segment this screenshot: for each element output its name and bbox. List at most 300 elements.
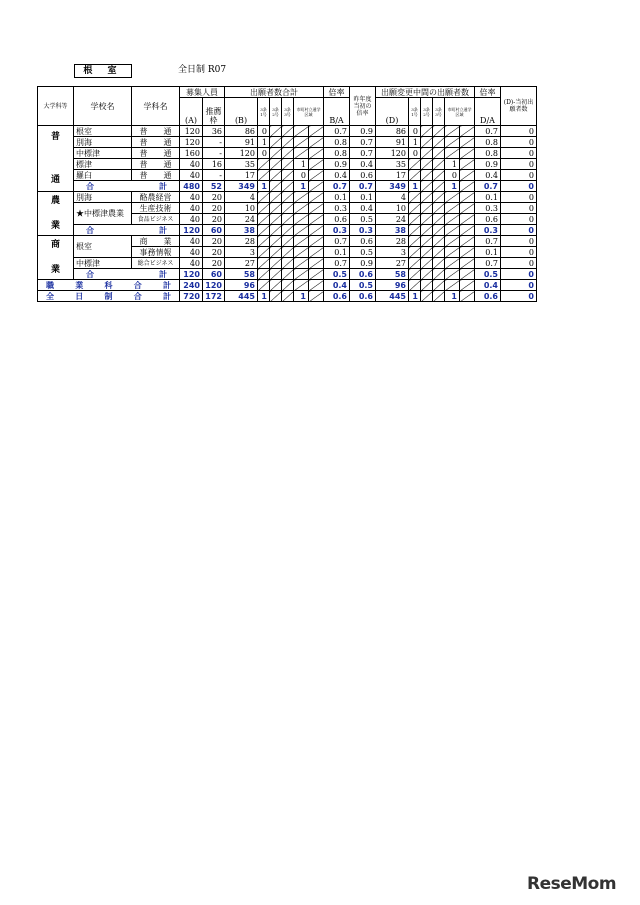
cell-empty xyxy=(282,258,294,269)
header-row-1 xyxy=(38,87,537,98)
cell-empty xyxy=(282,269,294,280)
department-name: 普 通 xyxy=(132,137,180,148)
cell-ba: 0.6 xyxy=(324,291,350,302)
cell-diff: 0 xyxy=(501,247,537,258)
cell-empty xyxy=(309,137,324,148)
cell-empty xyxy=(309,258,324,269)
cell-d: 35 xyxy=(376,159,409,170)
cell-a: 40 xyxy=(180,258,203,269)
col-category: 大学科等 xyxy=(38,87,74,126)
table-row xyxy=(38,170,537,181)
cell-empty xyxy=(258,247,270,258)
cell-diff: 0 xyxy=(501,192,537,203)
cell-empty xyxy=(460,126,475,137)
cell-empty xyxy=(433,258,445,269)
col-recruit: 募集人員 xyxy=(180,87,225,98)
cell-empty xyxy=(445,258,460,269)
cell-ba: 0.8 xyxy=(324,137,350,148)
cell-suisen: 60 xyxy=(203,225,225,236)
cell-empty xyxy=(282,181,294,192)
cell-last-year: 0.7 xyxy=(350,181,376,192)
school-name: 標津 xyxy=(74,159,132,170)
cell-empty xyxy=(309,291,324,302)
cell-art3: 1 xyxy=(294,291,309,302)
col-b: (B) xyxy=(225,98,258,126)
cell-a: 40 xyxy=(180,214,203,225)
col-department: 学科名 xyxy=(132,87,180,126)
department-name: 普 通 xyxy=(132,159,180,170)
cell-last-year: 0.4 xyxy=(350,203,376,214)
cell-empty xyxy=(460,159,475,170)
cell-empty xyxy=(282,170,294,181)
department-name: 酪農経営 xyxy=(132,192,180,203)
vocational-total-row xyxy=(38,280,537,291)
cell-a: 160 xyxy=(180,148,203,159)
cell-ba: 0.7 xyxy=(324,258,350,269)
col-municipal: 市町村立通学区域 xyxy=(294,98,324,126)
cell-empty xyxy=(433,148,445,159)
cell-da: 0.6 xyxy=(475,291,501,302)
cell-b: 3 xyxy=(225,247,258,258)
school-name: 中標津 xyxy=(74,148,132,159)
cell-d: 120 xyxy=(376,148,409,159)
cell-empty xyxy=(282,247,294,258)
cell-ba: 0.9 xyxy=(324,159,350,170)
cell-empty xyxy=(282,225,294,236)
cell-empty xyxy=(282,291,294,302)
cell-diff: 0 xyxy=(501,225,537,236)
cell-empty xyxy=(445,214,460,225)
cell-last-year: 0.9 xyxy=(350,258,376,269)
cell-d: 10 xyxy=(376,203,409,214)
cell-empty xyxy=(258,236,270,247)
cell-da: 0.8 xyxy=(475,148,501,159)
col-d-municipal: 市町村立通学区域 xyxy=(445,98,475,126)
cell-empty xyxy=(409,280,421,291)
cell-empty xyxy=(460,280,475,291)
cell-empty xyxy=(309,203,324,214)
school-name: ★中標津農業 xyxy=(74,203,132,225)
cell-d-art3: 1 xyxy=(445,159,460,170)
cell-empty xyxy=(421,137,433,148)
department-name: 食品ビジネス xyxy=(132,214,180,225)
cell-empty xyxy=(294,280,309,291)
cell-suisen: 172 xyxy=(203,291,225,302)
cell-empty xyxy=(421,291,433,302)
cell-empty xyxy=(270,148,282,159)
department-name: 商 業 xyxy=(132,236,180,247)
cell-empty xyxy=(433,126,445,137)
cell-empty xyxy=(309,181,324,192)
cell-empty xyxy=(309,148,324,159)
col-applicants-total: 出願者数合計 xyxy=(225,87,324,98)
cell-d: 17 xyxy=(376,170,409,181)
cell-empty xyxy=(270,192,282,203)
cell-ba: 0.1 xyxy=(324,192,350,203)
cell-empty xyxy=(409,225,421,236)
cell-empty xyxy=(258,214,270,225)
cell-empty xyxy=(409,203,421,214)
cell-empty xyxy=(282,148,294,159)
total-label: 合 計 xyxy=(74,225,180,236)
cell-diff: 0 xyxy=(501,159,537,170)
col-ratio2: 倍率 xyxy=(475,87,501,98)
cell-empty xyxy=(270,203,282,214)
cell-art1: 0 xyxy=(258,126,270,137)
cell-empty xyxy=(258,225,270,236)
cell-b: 445 xyxy=(225,291,258,302)
cell-empty xyxy=(270,181,282,192)
cell-da: 0.3 xyxy=(475,225,501,236)
cell-empty xyxy=(270,247,282,258)
cell-a: 480 xyxy=(180,181,203,192)
department-name: 普 通 xyxy=(132,148,180,159)
cell-suisen: 20 xyxy=(203,203,225,214)
cell-empty xyxy=(433,291,445,302)
cell-empty xyxy=(460,269,475,280)
applicants-table xyxy=(37,86,537,302)
cell-empty xyxy=(282,137,294,148)
cell-empty xyxy=(309,159,324,170)
cell-empty xyxy=(433,236,445,247)
cell-empty xyxy=(421,280,433,291)
school-name: 別海 xyxy=(74,137,132,148)
cell-empty xyxy=(294,148,309,159)
cell-empty xyxy=(460,291,475,302)
cell-diff: 0 xyxy=(501,181,537,192)
cell-a: 120 xyxy=(180,225,203,236)
cell-empty xyxy=(433,247,445,258)
col-school: 学校名 xyxy=(74,87,132,126)
col-ratio: 倍率 xyxy=(324,87,350,98)
cell-empty xyxy=(294,126,309,137)
cell-b: 349 xyxy=(225,181,258,192)
cell-empty xyxy=(270,126,282,137)
cell-empty xyxy=(433,280,445,291)
cell-diff: 0 xyxy=(501,291,537,302)
cell-empty xyxy=(309,214,324,225)
cell-d-art1: 0 xyxy=(409,126,421,137)
department-name: 生産技術 xyxy=(132,203,180,214)
cell-ba: 0.3 xyxy=(324,203,350,214)
applicants-table-container xyxy=(37,86,537,302)
cell-empty xyxy=(445,148,460,159)
cell-da: 0.1 xyxy=(475,192,501,203)
cell-da: 0.4 xyxy=(475,280,501,291)
cell-empty xyxy=(433,269,445,280)
cell-diff: 0 xyxy=(501,236,537,247)
cell-a: 40 xyxy=(180,203,203,214)
cell-empty xyxy=(309,236,324,247)
cell-empty xyxy=(421,258,433,269)
cell-empty xyxy=(421,159,433,170)
cell-empty xyxy=(433,225,445,236)
department-name: 事務情報 xyxy=(132,247,180,258)
cell-empty xyxy=(294,258,309,269)
cell-da: 0.7 xyxy=(475,181,501,192)
cell-empty xyxy=(421,170,433,181)
cell-a: 40 xyxy=(180,170,203,181)
cell-empty xyxy=(421,214,433,225)
cell-empty xyxy=(309,280,324,291)
cell-b: 58 xyxy=(225,269,258,280)
cell-last-year: 0.1 xyxy=(350,192,376,203)
cell-d-art1: 1 xyxy=(409,291,421,302)
cell-empty xyxy=(409,236,421,247)
cell-empty xyxy=(445,192,460,203)
cell-b: 28 xyxy=(225,236,258,247)
cell-a: 40 xyxy=(180,247,203,258)
cell-empty xyxy=(421,181,433,192)
cell-ba: 0.8 xyxy=(324,148,350,159)
cell-d-art1: 1 xyxy=(409,137,421,148)
cell-art1: 0 xyxy=(258,148,270,159)
cell-empty xyxy=(294,203,309,214)
cell-empty xyxy=(460,247,475,258)
cell-empty xyxy=(270,291,282,302)
cell-empty xyxy=(445,236,460,247)
cell-empty xyxy=(258,203,270,214)
cell-empty xyxy=(421,148,433,159)
cell-diff: 0 xyxy=(501,170,537,181)
cell-b: 38 xyxy=(225,225,258,236)
cell-empty xyxy=(282,192,294,203)
col-last-year: 昨年度当初の倍率 xyxy=(350,87,376,126)
cell-diff: 0 xyxy=(501,148,537,159)
cell-empty xyxy=(270,225,282,236)
cell-last-year: 0.7 xyxy=(350,137,376,148)
cell-a: 40 xyxy=(180,236,203,247)
cell-d: 27 xyxy=(376,258,409,269)
col-art1: 3条1号 xyxy=(258,98,270,126)
cell-da: 0.7 xyxy=(475,236,501,247)
grand-total-row xyxy=(38,291,537,302)
cell-suisen: - xyxy=(203,148,225,159)
cell-diff: 0 xyxy=(501,258,537,269)
total-label: 職 業 科 合 計 xyxy=(38,280,180,291)
cell-da: 0.6 xyxy=(475,214,501,225)
cell-last-year: 0.6 xyxy=(350,291,376,302)
col-interim: 出願変更中間の出願者数 xyxy=(376,87,475,98)
cell-empty xyxy=(433,192,445,203)
cell-d-art1: 1 xyxy=(409,181,421,192)
cell-diff: 0 xyxy=(501,214,537,225)
total-label: 合 計 xyxy=(74,269,180,280)
cell-empty xyxy=(309,126,324,137)
cell-last-year: 0.5 xyxy=(350,214,376,225)
cell-d-art3: 1 xyxy=(445,291,460,302)
school-name: 羅臼 xyxy=(74,170,132,181)
table-row xyxy=(38,236,537,247)
table-row xyxy=(38,203,537,214)
cell-empty xyxy=(433,214,445,225)
cell-ba: 0.1 xyxy=(324,247,350,258)
cell-art1: 1 xyxy=(258,291,270,302)
agri-total-row xyxy=(38,225,537,236)
cell-last-year: 0.3 xyxy=(350,225,376,236)
comm-total-row xyxy=(38,269,537,280)
cell-empty xyxy=(258,280,270,291)
cell-empty xyxy=(258,170,270,181)
col-da: D/A xyxy=(475,98,501,126)
col-ba: B/A xyxy=(324,98,350,126)
cell-b: 120 xyxy=(225,148,258,159)
cell-a: 120 xyxy=(180,126,203,137)
cell-b: 27 xyxy=(225,258,258,269)
cell-d: 86 xyxy=(376,126,409,137)
cell-suisen: 20 xyxy=(203,236,225,247)
cell-empty xyxy=(421,203,433,214)
cell-empty xyxy=(460,225,475,236)
total-label: 全 日 制 合 計 xyxy=(38,291,180,302)
category-comm: 商 業 xyxy=(38,236,74,280)
cell-da: 0.7 xyxy=(475,126,501,137)
cell-diff: 0 xyxy=(501,269,537,280)
cell-empty xyxy=(445,280,460,291)
cell-empty xyxy=(460,181,475,192)
cell-last-year: 0.6 xyxy=(350,269,376,280)
cell-ba: 0.5 xyxy=(324,269,350,280)
cell-da: 0.1 xyxy=(475,247,501,258)
cell-b: 24 xyxy=(225,214,258,225)
cell-suisen: 52 xyxy=(203,181,225,192)
cell-ba: 0.6 xyxy=(324,214,350,225)
cell-empty xyxy=(460,214,475,225)
cell-empty xyxy=(421,126,433,137)
cell-last-year: 0.4 xyxy=(350,159,376,170)
cell-suisen: 60 xyxy=(203,269,225,280)
general-total-row xyxy=(38,181,537,192)
cell-empty xyxy=(445,203,460,214)
cell-suisen: 20 xyxy=(203,258,225,269)
cell-empty xyxy=(421,225,433,236)
col-d: (D) xyxy=(376,98,409,126)
table-row xyxy=(38,192,537,203)
cell-art1: 1 xyxy=(258,181,270,192)
cell-empty xyxy=(309,192,324,203)
cell-suisen: 20 xyxy=(203,214,225,225)
cell-a: 40 xyxy=(180,192,203,203)
cell-suisen: 120 xyxy=(203,280,225,291)
cell-b: 4 xyxy=(225,192,258,203)
table-row xyxy=(38,126,537,137)
cell-a: 120 xyxy=(180,269,203,280)
cell-diff: 0 xyxy=(501,126,537,137)
col-suisen: 推薦 枠 xyxy=(203,98,225,126)
cell-a: 720 xyxy=(180,291,203,302)
cell-b: 91 xyxy=(225,137,258,148)
department-name: 普 通 xyxy=(132,126,180,137)
cell-empty xyxy=(460,192,475,203)
category-agri: 農 業 xyxy=(38,192,74,236)
cell-empty xyxy=(294,236,309,247)
cell-da: 0.3 xyxy=(475,203,501,214)
cell-empty xyxy=(294,247,309,258)
cell-b: 10 xyxy=(225,203,258,214)
cell-empty xyxy=(421,192,433,203)
cell-empty xyxy=(460,137,475,148)
cell-empty xyxy=(258,258,270,269)
cell-empty xyxy=(460,236,475,247)
cell-empty xyxy=(282,214,294,225)
cell-d: 91 xyxy=(376,137,409,148)
col-d-art1: 3条1号 xyxy=(409,98,421,126)
department-name: 総合ビジネス xyxy=(132,258,180,269)
cell-diff: 0 xyxy=(501,137,537,148)
school-name: 根室 xyxy=(74,236,132,258)
cell-empty xyxy=(309,170,324,181)
cell-empty xyxy=(258,269,270,280)
cell-empty xyxy=(270,280,282,291)
cell-diff: 0 xyxy=(501,203,537,214)
cell-ba: 0.7 xyxy=(324,181,350,192)
cell-empty xyxy=(294,192,309,203)
cell-empty xyxy=(460,148,475,159)
cell-empty xyxy=(270,258,282,269)
cell-empty xyxy=(460,203,475,214)
cell-empty xyxy=(433,159,445,170)
col-art3: 3条3号 xyxy=(282,98,294,126)
cell-empty xyxy=(460,170,475,181)
table-row xyxy=(38,159,537,170)
cell-art3: 1 xyxy=(294,181,309,192)
cell-d: 38 xyxy=(376,225,409,236)
cell-d-art3: 1 xyxy=(445,181,460,192)
cell-ba: 0.7 xyxy=(324,236,350,247)
cell-art3: 0 xyxy=(294,170,309,181)
cell-empty xyxy=(445,126,460,137)
cell-empty xyxy=(409,170,421,181)
cell-suisen: 16 xyxy=(203,159,225,170)
cell-empty xyxy=(270,214,282,225)
school-name: 中標津 xyxy=(74,258,132,269)
col-art2: 3条2号 xyxy=(270,98,282,126)
cell-empty xyxy=(421,269,433,280)
cell-suisen: - xyxy=(203,137,225,148)
cell-art1: 1 xyxy=(258,137,270,148)
cell-a: 120 xyxy=(180,137,203,148)
table-row xyxy=(38,148,537,159)
cell-empty xyxy=(282,236,294,247)
cell-d: 349 xyxy=(376,181,409,192)
school-name: 根室 xyxy=(74,126,132,137)
cell-a: 240 xyxy=(180,280,203,291)
col-d-art3: 3条3号 xyxy=(433,98,445,126)
col-diff: (D)-当初出願者数 xyxy=(501,87,537,126)
cell-empty xyxy=(309,225,324,236)
document-subtitle: 全日制 R07 xyxy=(178,65,227,75)
cell-a: 40 xyxy=(180,159,203,170)
cell-empty xyxy=(309,247,324,258)
cell-d: 96 xyxy=(376,280,409,291)
cell-empty xyxy=(270,137,282,148)
cell-empty xyxy=(282,280,294,291)
cell-empty xyxy=(258,159,270,170)
cell-empty xyxy=(409,269,421,280)
cell-empty xyxy=(421,236,433,247)
cell-d: 3 xyxy=(376,247,409,258)
cell-last-year: 0.9 xyxy=(350,126,376,137)
cell-last-year: 0.5 xyxy=(350,247,376,258)
table-row xyxy=(38,258,537,269)
col-d-art2: 3条2号 xyxy=(421,98,433,126)
col-capacity-a: (A) xyxy=(180,98,203,126)
cell-empty xyxy=(421,247,433,258)
cell-empty xyxy=(270,170,282,181)
cell-empty xyxy=(282,203,294,214)
cell-empty xyxy=(294,269,309,280)
cell-empty xyxy=(294,137,309,148)
